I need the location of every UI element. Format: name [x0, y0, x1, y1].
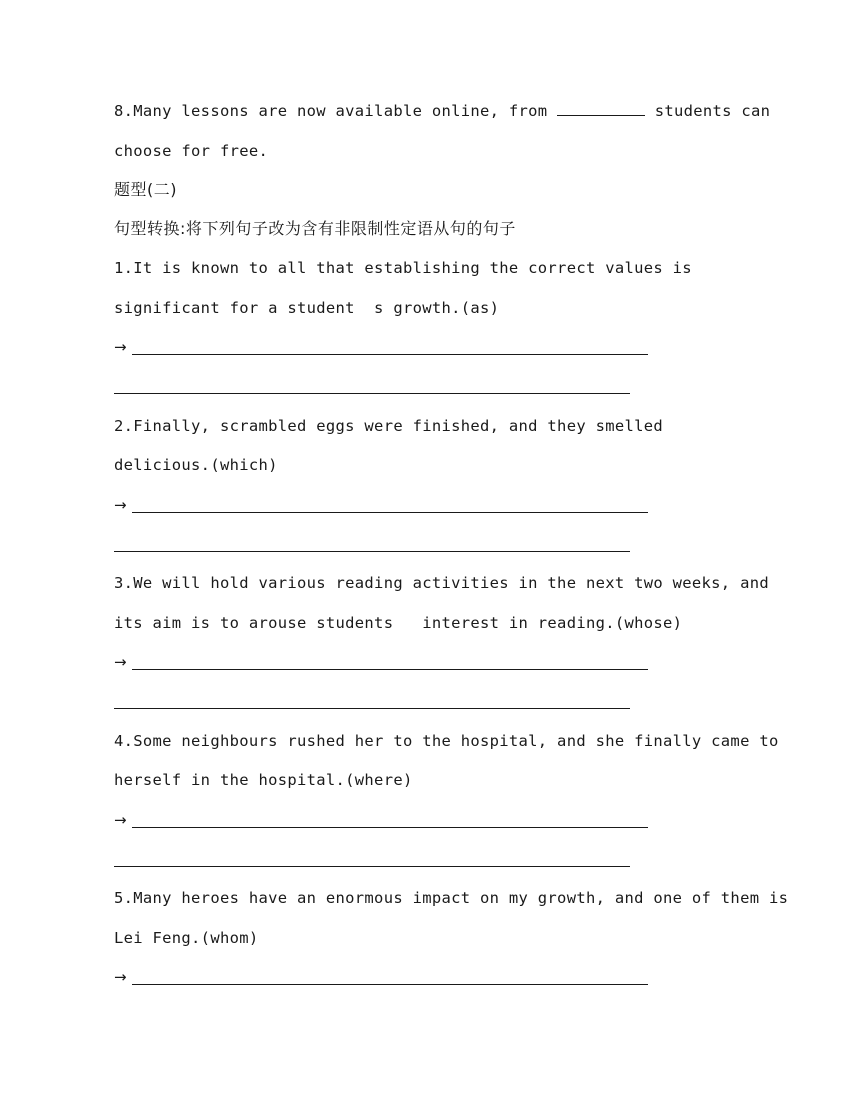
item-8-line-2: choose for free.	[114, 142, 269, 160]
question-3-answer-line-2[interactable]	[114, 691, 630, 711]
item-8-suffix: students can	[645, 102, 771, 120]
question-3-answer-line-1[interactable]	[114, 652, 648, 672]
item-8-line-1	[114, 101, 770, 121]
item-8-blank[interactable]	[557, 101, 645, 116]
arrow-icon: →	[114, 653, 127, 671]
question-2-line-1: 2.Finally, scrambled eggs were finished, and they smelled	[114, 417, 664, 435]
answer-rule	[132, 669, 648, 670]
arrow-icon: →	[114, 811, 127, 829]
question-4-answer-line-2[interactable]	[114, 849, 630, 869]
answer-rule	[132, 827, 648, 828]
answer-rule	[132, 354, 648, 355]
item-8-prefix: 8.Many lessons are now available online, from	[114, 102, 558, 120]
question-2-line-2: delicious.(which)	[114, 456, 278, 474]
answer-rule	[132, 512, 648, 513]
question-2-answer-line-1[interactable]	[114, 495, 648, 515]
question-2-answer-line-2[interactable]	[114, 534, 630, 554]
question-4-line-1: 4.Some neighbours rushed her to the hospital, and she finally came to	[114, 732, 779, 750]
section-title: 题型(二)	[114, 180, 177, 199]
arrow-icon: →	[114, 338, 127, 356]
question-1-answer-line-2[interactable]	[114, 376, 630, 396]
question-5-answer-line-1[interactable]	[114, 967, 648, 987]
arrow-icon: →	[114, 968, 127, 986]
question-4-answer-line-1[interactable]	[114, 810, 648, 830]
question-3-line-2: its aim is to arouse students interest in reading.(whose)	[114, 614, 683, 632]
question-1-answer-line-1[interactable]	[114, 337, 648, 357]
answer-rule	[114, 708, 630, 709]
question-4-line-2: herself in the hospital.(where)	[114, 771, 413, 789]
answer-rule	[114, 393, 630, 394]
arrow-icon: →	[114, 496, 127, 514]
question-5-line-1: 5.Many heroes have an enormous impact on my growth, and one of them is	[114, 889, 789, 907]
answer-rule	[114, 551, 630, 552]
question-1-line-2: significant for a student s growth.(as)	[114, 299, 500, 317]
answer-rule	[132, 984, 648, 985]
question-1-line-1: 1.It is known to all that establishing the correct values is	[114, 259, 692, 277]
section-instruction: 句型转换:将下列句子改为含有非限制性定语从句的句子	[114, 219, 516, 238]
answer-rule	[114, 866, 630, 867]
question-5-line-2: Lei Feng.(whom)	[114, 929, 259, 947]
question-3-line-1: 3.We will hold various reading activities in the next two weeks, and	[114, 574, 769, 592]
